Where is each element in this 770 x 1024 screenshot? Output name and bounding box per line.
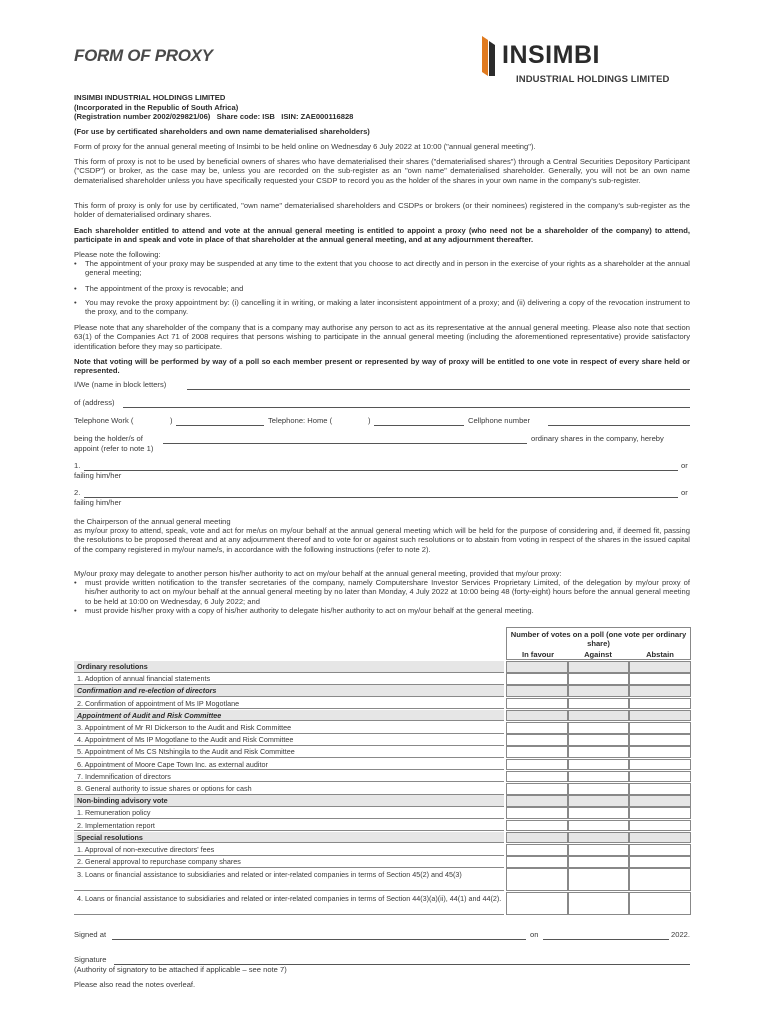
- vote-cell-favour: [506, 661, 568, 673]
- resolution-row: 6. Appointment of Moore Cape Town Inc. as external auditor: [74, 759, 504, 771]
- company-logo: [482, 34, 692, 86]
- vote-cell-favour: [506, 710, 568, 722]
- votes-section-row: Non-binding advisory vote: [74, 795, 504, 807]
- vote-cell-against[interactable]: [568, 698, 629, 710]
- resolution-row: 1. Remuneration policy: [74, 807, 504, 819]
- vote-cell-abstain[interactable]: [629, 892, 691, 915]
- note-bullet-1: • The appointment of your proxy may be suspended at any time to the extent that you choose to act directly and in person in the exercise of your rights as a shareholder at the annual general meeting;: [74, 259, 690, 278]
- vote-cell-against: [568, 832, 629, 844]
- company-name: INSIMBI INDUSTRIAL HOLDINGS LIMITED: [74, 93, 226, 102]
- tel-work-label: Telephone Work (: [74, 416, 134, 425]
- name-label: I/We (name in block letters): [74, 380, 167, 389]
- company-incorporated: (Incorporated in the Republic of South Africa): [74, 102, 239, 112]
- resolution-row: 2. General approval to repurchase company shares: [74, 856, 504, 868]
- vote-cell-abstain[interactable]: [629, 868, 691, 891]
- vote-cell-against[interactable]: [568, 759, 629, 771]
- tel-home-field[interactable]: [374, 425, 464, 426]
- paragraph-beneficial-owners: This form of proxy is not to be used by beneficial owners of shares who have dematerialised their shares ("dematerialised shares") through a Central Securities Depository Participant ("CSDP") or broker, as the case may be, unless you are recorded on the sub-register as an "own name" dematerialised shareholder. Generally, you will not be an own name dematerialised shareholder unless you have specifically requested your CSDP to record you as the holder of the shares in your own name in the company's sub-register.: [74, 157, 690, 185]
- vote-cell-against[interactable]: [568, 746, 629, 758]
- logo-word: INSIMBI: [502, 41, 600, 69]
- vote-cell-against: [568, 661, 629, 673]
- vote-cell-against[interactable]: [568, 734, 629, 746]
- resolution-row: 2. Confirmation of appointment of Ms IP Mogotlane: [74, 698, 504, 710]
- proxy-2-or: or: [681, 488, 688, 497]
- vote-cell-against[interactable]: [568, 892, 629, 915]
- authority-note: (Authority of signatory to be attached if applicable – see note 7): [74, 964, 287, 974]
- vote-cell-abstain[interactable]: [629, 771, 691, 783]
- vote-cell-against[interactable]: [568, 722, 629, 734]
- col-abstain: Abstain: [646, 650, 674, 659]
- date-field[interactable]: [543, 939, 669, 940]
- vote-cell-favour: [506, 795, 568, 807]
- vote-cell-abstain[interactable]: [629, 698, 691, 710]
- paragraph-proxy-entitlement: Each shareholder entitled to attend and vote at the annual general meeting is entitled to appoint a proxy (who need not be a shareholder of the company) to attend, participate in and speak and vote in place of that shareholder at the annual general meeting, and at any adjournment thereafter.: [74, 226, 690, 245]
- vote-cell-abstain: [629, 661, 691, 673]
- vote-cell-abstain: [629, 795, 691, 807]
- vote-cell-favour[interactable]: [506, 734, 568, 746]
- vote-cell-abstain[interactable]: [629, 807, 691, 819]
- resolution-row: 7. Indemnification of directors: [74, 771, 504, 783]
- appoint-label: appoint (refer to note 1): [74, 443, 154, 453]
- col-in-favour: In favour: [521, 650, 555, 659]
- vote-cell-against: [568, 685, 629, 697]
- col-against: Against: [584, 650, 612, 659]
- logo-mark-icon: [482, 36, 496, 76]
- chairperson-line: the Chairperson of the annual general meeting: [74, 517, 231, 526]
- paragraph-proxy-instructions: as my/our proxy to attend, speak, vote and act for me/us on my/our behalf at the annual general meeting which will be held for the purpose of considering and, if deemed fit, passing the resolutions to be proposed thereat and at any adjournment thereof and to vote for or against such resolutions or to abstain from voting in respect of the shares in the issued capital of the company registered in my/our name/s, in accordance with the following instructions (refer to note 2).: [74, 526, 690, 554]
- resolution-row: 3. Appointment of Mr RI Dickerson to the Audit and Risk Committee: [74, 722, 504, 734]
- note-bullet-3: • You may revoke the proxy appointment by: (i) cancelling it in writing, or making a later inconsistent appointment of a proxy; and (ii) delivering a copy of the revocation instrument to the proxy, and to the company.: [74, 298, 690, 317]
- vote-cell-against: [568, 795, 629, 807]
- vote-cell-favour[interactable]: [506, 746, 568, 758]
- vote-cell-against[interactable]: [568, 844, 629, 856]
- logo-subtitle: INDUSTRIAL HOLDINGS LIMITED: [516, 74, 670, 85]
- vote-cell-against[interactable]: [568, 771, 629, 783]
- resolution-row: 1. Adoption of annual financial statements: [74, 673, 504, 685]
- cellphone-field[interactable]: [548, 425, 690, 426]
- vote-cell-favour[interactable]: [506, 698, 568, 710]
- vote-cell-favour[interactable]: [506, 856, 568, 868]
- vote-cell-favour[interactable]: [506, 844, 568, 856]
- year-label: 2022.: [671, 930, 691, 939]
- vote-cell-abstain[interactable]: [629, 820, 691, 832]
- vote-cell-abstain[interactable]: [629, 734, 691, 746]
- proxy-1-failing: failing him/her: [74, 470, 122, 480]
- address-field[interactable]: [123, 407, 690, 408]
- note-bullet-2: • The appointment of the proxy is revocable; and: [74, 284, 244, 293]
- name-field[interactable]: [187, 389, 690, 390]
- proxy-2-field[interactable]: [84, 497, 678, 498]
- vote-cell-abstain: [629, 832, 691, 844]
- tel-home-label: Telephone: Home (: [268, 416, 333, 425]
- votes-section-row: Confirmation and re-election of directors: [74, 685, 504, 697]
- resolution-row: 2. Implementation report: [74, 820, 504, 832]
- resolution-row: 3. Loans or financial assistance to subsidiaries and related or inter-related companies in terms of Section 45(2) and 45(3): [74, 868, 504, 891]
- resolution-row: 4. Appointment of Ms IP Mogotlane to the Audit and Risk Committee: [74, 734, 504, 746]
- vote-cell-abstain[interactable]: [629, 746, 691, 758]
- vote-cell-favour: [506, 685, 568, 697]
- signature-label: Signature: [74, 955, 107, 964]
- vote-cell-abstain: [629, 710, 691, 722]
- vote-cell-against[interactable]: [568, 807, 629, 819]
- overleaf-note: Please also read the notes overleaf.: [74, 980, 196, 989]
- proxy-2-failing: failing him/her: [74, 497, 122, 507]
- proxy-2-number: 2.: [74, 488, 81, 497]
- holder-suffix: ordinary shares in the company, hereby: [531, 434, 664, 443]
- paragraph-poll-note: Note that voting will be performed by way of a poll so each member present or represented by way of proxy will be entitled to one vote in respect of every share held or represented.: [74, 357, 690, 376]
- signed-at-field[interactable]: [112, 939, 526, 940]
- vote-cell-favour: [506, 832, 568, 844]
- resolution-row: 1. Approval of non-executive directors' fees: [74, 844, 504, 856]
- cellphone-label: Cellphone number: [468, 416, 531, 425]
- vote-cell-abstain[interactable]: [629, 722, 691, 734]
- paragraph-delegation: My/our proxy may delegate to another person his/her authority to act on my/our behalf at the annual general meeting, provided that my/our proxy:: [74, 569, 562, 578]
- vote-cell-favour[interactable]: [506, 868, 568, 891]
- shares-field[interactable]: [163, 443, 527, 444]
- address-label: of (address): [74, 398, 115, 407]
- vote-cell-favour[interactable]: [506, 783, 568, 795]
- vote-cell-favour[interactable]: [506, 759, 568, 771]
- delegation-bullet-2: • must provide his/her proxy with a copy of his/her authority to delegate his/her authority to act on my/our behalf at the general meeting.: [74, 606, 534, 615]
- tel-work-close: ): [170, 416, 173, 425]
- proxy-1-field[interactable]: [84, 470, 678, 471]
- votes-section-row: Ordinary resolutions: [74, 661, 504, 673]
- vote-cell-abstain[interactable]: [629, 673, 691, 685]
- vote-cell-favour[interactable]: [506, 771, 568, 783]
- vote-cell-abstain[interactable]: [629, 783, 691, 795]
- signed-at-label: Signed at: [74, 930, 107, 939]
- vote-cell-favour[interactable]: [506, 722, 568, 734]
- resolution-row: 5. Appointment of Ms CS Ntshingila to the Audit and Risk Committee: [74, 746, 504, 758]
- form-title: FORM OF PROXY: [74, 46, 213, 65]
- vote-cell-favour[interactable]: [506, 807, 568, 819]
- vote-cell-abstain[interactable]: [629, 759, 691, 771]
- holder-label: being the holder/s of: [74, 434, 143, 443]
- company-registration: (Registration number 2002/029821/06) Share code: ISB ISIN: ZAE000116828: [74, 112, 354, 121]
- vote-cell-abstain[interactable]: [629, 844, 691, 856]
- vote-cell-favour[interactable]: [506, 673, 568, 685]
- vote-cell-against[interactable]: [568, 820, 629, 832]
- tel-home-close: ): [368, 416, 371, 425]
- votes-section-row: Special resolutions: [74, 832, 504, 844]
- delegation-bullet-1: • must provide written notification to the transfer secretaries of the company, namely Computershare Investor Services Proprietary Limited, of the delegation by my/our proxy of his/her authority to act on my/our behalf at the annual general meeting by no later than Monday, 4 July 2022 at 10:00 being 48 (forty-eight) hours before the annual general meeting to be held at 10:00 on Wednesday, 6 July 2022; and: [74, 578, 690, 606]
- votes-section-row: Appointment of Audit and Risk Committee: [74, 710, 504, 722]
- usage-note: (For use by certificated shareholders and own name dematerialised shareholders): [74, 127, 370, 136]
- vote-cell-abstain[interactable]: [629, 856, 691, 868]
- resolution-row: 4. Loans or financial assistance to subsidiaries and related or inter-related companies in terms of Section 44(3)(a)(ii), 44(1) and 44(2).: [74, 892, 504, 915]
- paragraph-eligibility: This form of proxy is only for use by certificated, "own name" dematerialised shareholders and CSDPs or brokers (or their nominees) registered in the company's sub-register as the holder of dematerialised ordinary shares.: [74, 201, 690, 220]
- vote-cell-against[interactable]: [568, 856, 629, 868]
- paragraph-representative: Please note that any shareholder of the company that is a company may authorise any person to act as its representative at the annual general meeting. Please also note that section 63(1) of the Companies Act 71 of 2008 requires that persons wishing to participate in the annual general meeting (including the aforementioned representative) provide satisfactory identification before they may so participate.: [74, 323, 690, 351]
- on-label: on: [530, 930, 539, 939]
- vote-cell-abstain: [629, 685, 691, 697]
- proxy-1-or: or: [681, 461, 688, 470]
- vote-cell-against[interactable]: [568, 868, 629, 891]
- resolution-row: 8. General authority to issue shares or options for cash: [74, 783, 504, 795]
- vote-cell-against[interactable]: [568, 783, 629, 795]
- note-intro: Please note the following:: [74, 250, 161, 259]
- proxy-1-number: 1.: [74, 461, 81, 470]
- votes-header-title: Number of votes on a poll (one vote per ordinary share): [510, 630, 687, 648]
- paragraph-meeting: Form of proxy for the annual general meeting of Insimbi to be held online on Wednesday 6 July 2022 at 10:00 ("annual general meeting").: [74, 142, 536, 151]
- tel-work-field[interactable]: [176, 425, 264, 426]
- vote-cell-favour[interactable]: [506, 820, 568, 832]
- vote-cell-against: [568, 710, 629, 722]
- vote-cell-against[interactable]: [568, 673, 629, 685]
- vote-cell-favour[interactable]: [506, 892, 568, 915]
